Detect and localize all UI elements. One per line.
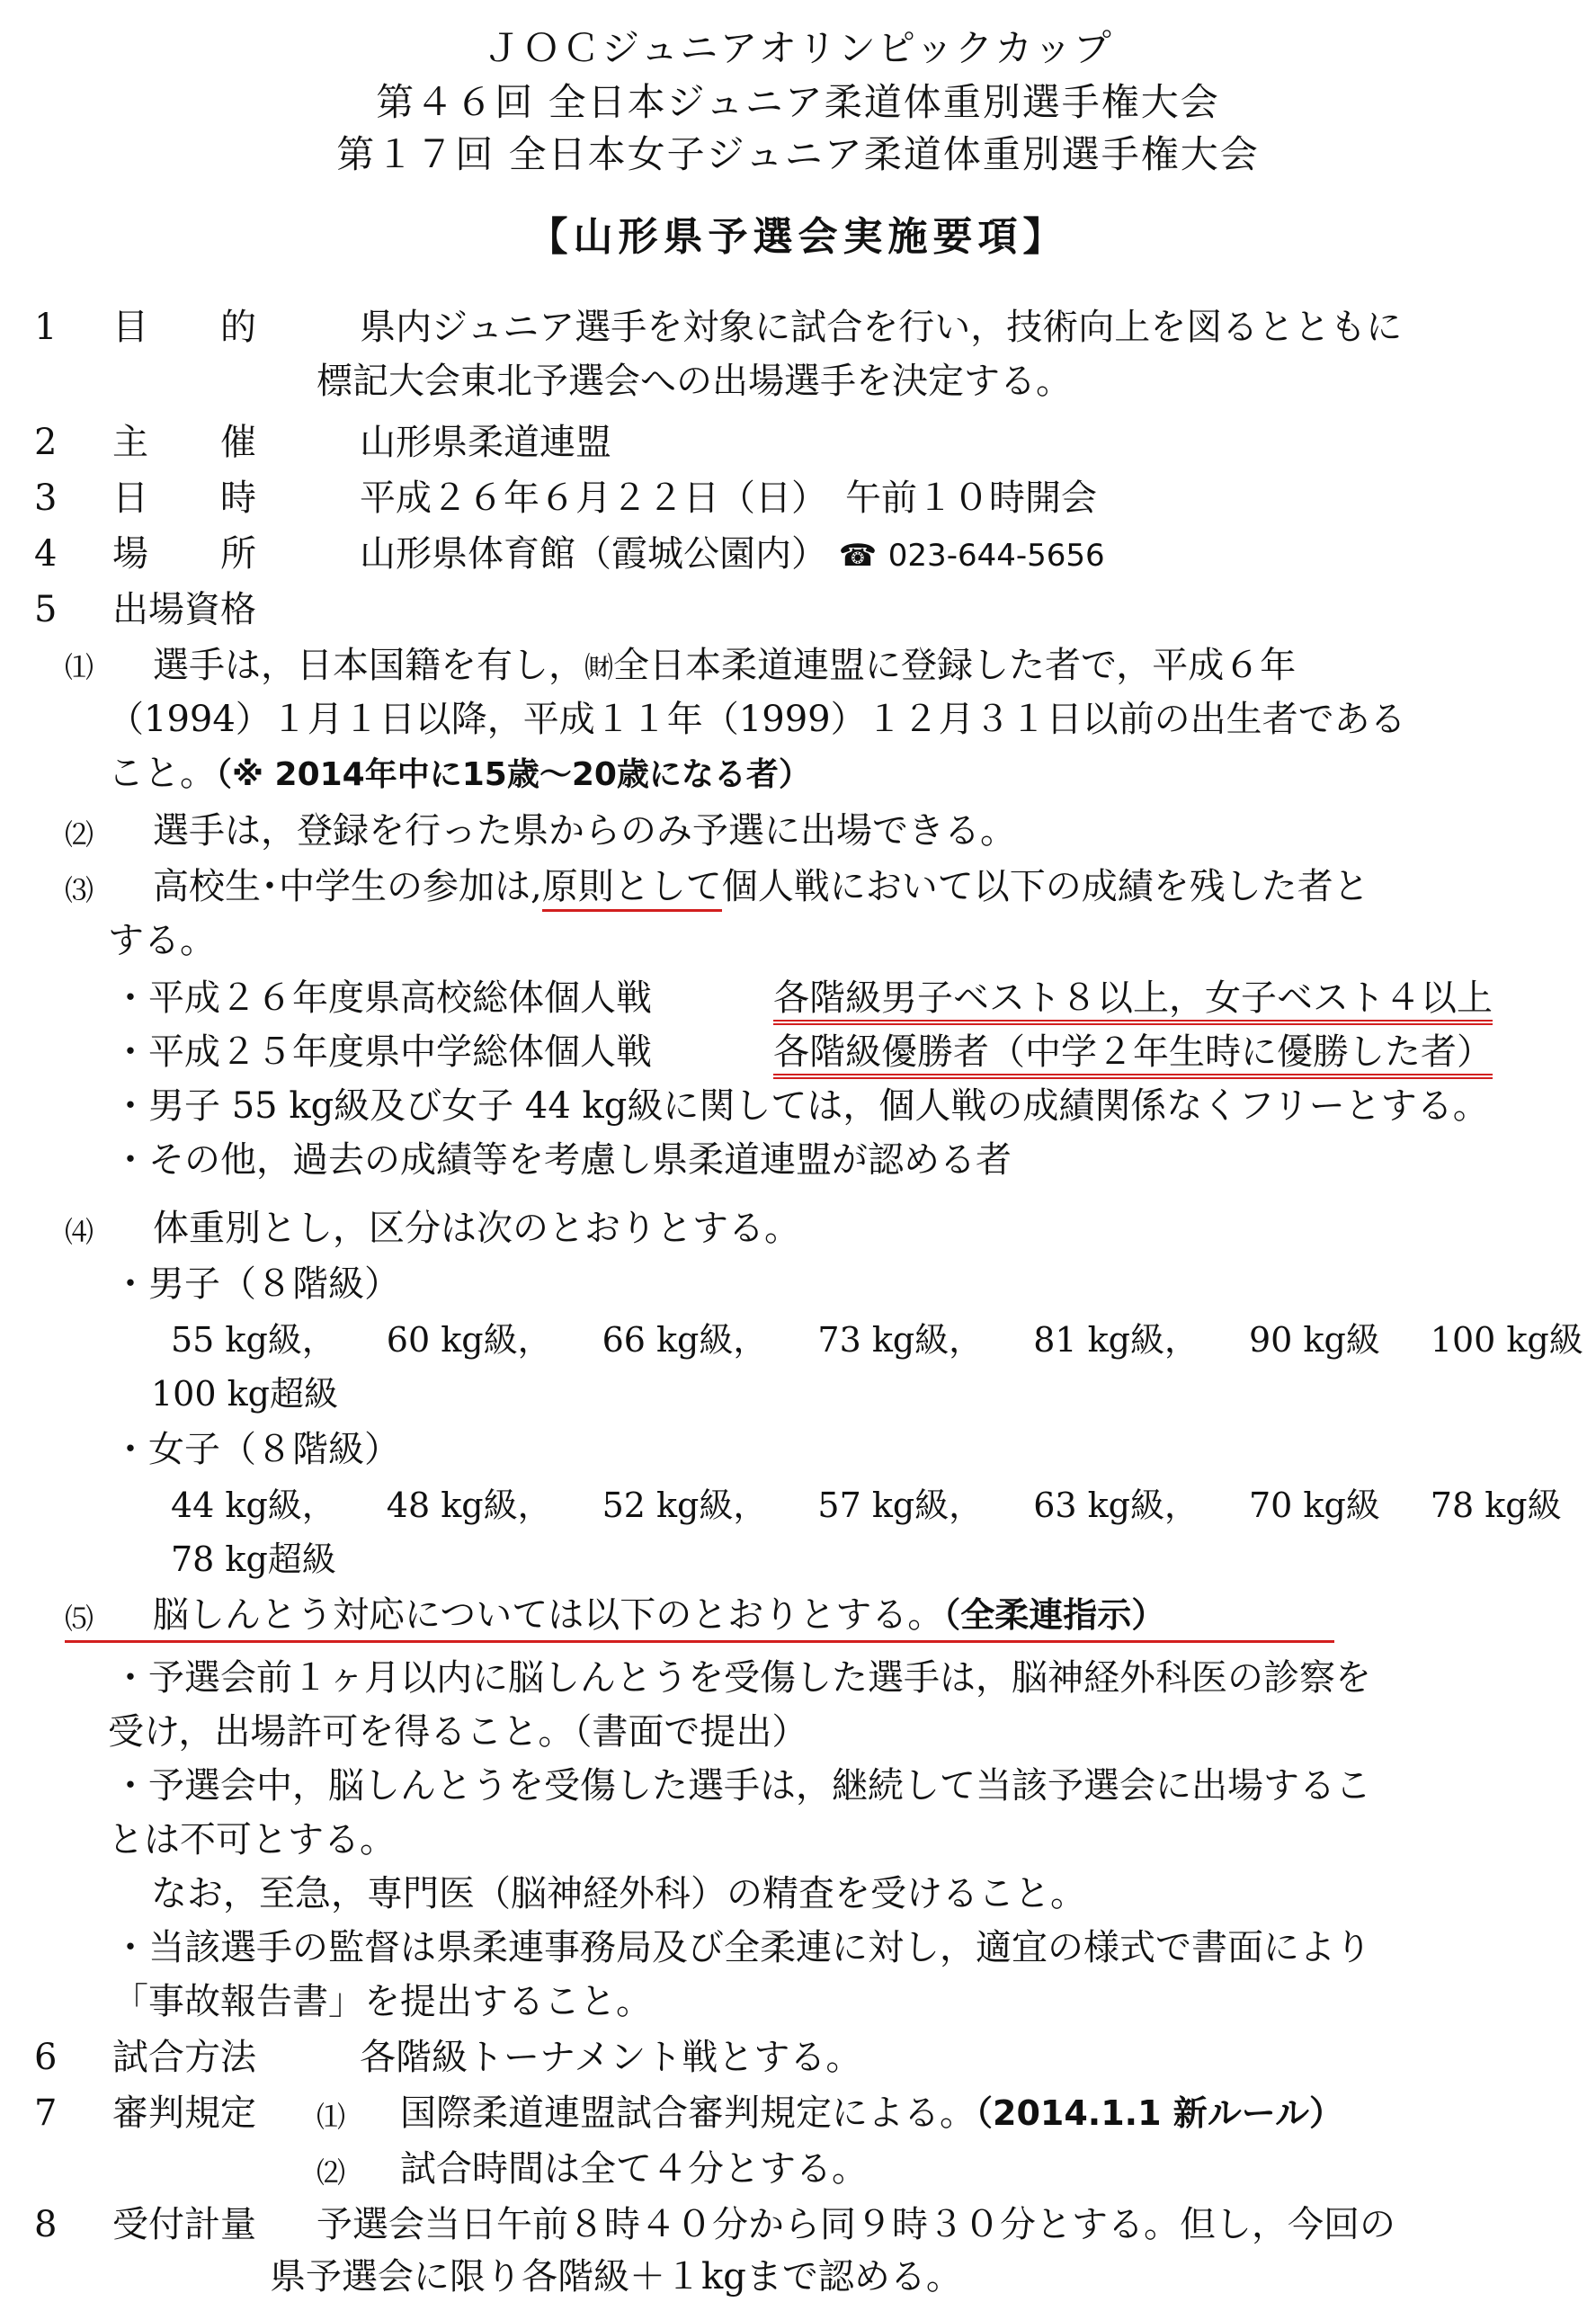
section-6-text: 各階級トーナメント戦とする。 <box>360 2037 862 2078</box>
section-1-text: 県内ジュニア選手を対象に試合を行い，技術向上を図るとともに <box>360 307 1403 348</box>
item-5-text: 脳しんとう対応については以下のとおりとする。（全柔連指示） <box>153 1594 1166 1636</box>
item-5-number: ⑸ <box>65 1602 94 1636</box>
phone-icon: ☎ <box>838 538 878 574</box>
venue-text: 山形県体育館（霞城公園内） <box>360 533 827 575</box>
women-heavy-class: 78 kg超級 <box>171 1539 336 1579</box>
men-heavy-class: 100 kg超級 <box>151 1374 338 1414</box>
weight-class: 90 kg級 <box>1248 1320 1380 1360</box>
document-subtitle: 【山形県予選会実施要項】 <box>528 214 1068 260</box>
weight-class: 55 kg級， <box>171 1320 336 1360</box>
item-1-text: 選手は，日本国籍を有し，㈶全日本柔道連盟に登録した者で，平成６年 <box>153 645 1297 686</box>
section-5-number: 5 <box>34 589 58 630</box>
phone-number: 023-644-5656 <box>887 538 1105 574</box>
weight-class: 70 kg級 <box>1248 1486 1380 1525</box>
section-8-text-cont: 県予選会に限り各階級＋１kgまで認める。 <box>270 2256 962 2298</box>
item-2-text: 選手は，登録を行った県からのみ予選に出場できる。 <box>153 810 1016 852</box>
section-1-number: 1 <box>34 307 58 348</box>
section-6-number: 6 <box>34 2037 58 2078</box>
section-3-number: 3 <box>34 477 58 519</box>
weight-class: 48 kg級， <box>386 1486 552 1525</box>
concussion-rule-3-cont: 「事故報告書」を提出すること。 <box>112 1981 652 2022</box>
weight-class: 60 kg級， <box>386 1320 552 1360</box>
weight-class: 57 kg級， <box>817 1486 984 1525</box>
item-2-number: ⑵ <box>65 817 94 852</box>
criteria-middle-school: ・平成２５年度県中学総体個人戦 <box>112 1031 652 1073</box>
jja-instruction: （全柔連指示） <box>943 1595 1166 1635</box>
section-3-text: 平成２６年６月２２日（日） 午前１０時開会 <box>360 477 1097 519</box>
age-note: （※ 2014年中に15歳～20歳になる者） <box>216 756 811 793</box>
section-7-label: 審判規定 <box>112 2092 256 2134</box>
section-3-label: 日 時 <box>112 477 256 519</box>
weight-class: 100 kg級 <box>1430 1320 1583 1360</box>
section-8-number: 8 <box>34 2204 58 2245</box>
concussion-rule-2-note: なお，至急，専門医（脳神経外科）の精査を受けること。 <box>151 1873 1086 1914</box>
item-1-number: ⑴ <box>65 650 94 684</box>
item-3-number: ⑶ <box>65 873 94 907</box>
concussion-rule-3: ・当該選手の監督は県柔連事務局及び全柔連に対し，適宜の様式で書面により <box>112 1927 1371 1968</box>
item-3-text-cont: する。 <box>108 920 216 961</box>
section-2-label: 主 催 <box>112 422 256 463</box>
section-4-number: 4 <box>34 533 58 575</box>
weight-class: 73 kg級， <box>817 1320 984 1360</box>
weight-class: 78 kg級 <box>1430 1486 1562 1525</box>
criteria-high-school-result: 各階級男子ベスト８以上，女子ベスト４以上 <box>773 977 1493 1020</box>
criteria-free-weight: ・男子 55 kg級及び女子 44 kg級に関しては，個人戦の成績関係なくフリーとする。 <box>112 1085 1489 1127</box>
concussion-rule-1: ・予選会前１ヶ月以内に脳しんとうを受傷した選手は，脳神経外科医の診察を <box>112 1657 1371 1699</box>
rule-1-number: ⑴ <box>317 2100 346 2134</box>
section-2-text: 山形県柔道連盟 <box>360 422 611 463</box>
men-classes-label: ・男子（８階級） <box>112 1263 400 1305</box>
section-8-label: 受付計量 <box>112 2204 256 2245</box>
weight-class: 66 kg級， <box>602 1320 768 1360</box>
underlined-principle: 原則として <box>542 866 722 912</box>
section-6-label: 試合方法 <box>112 2037 256 2078</box>
rule-2-number: ⑵ <box>317 2155 346 2190</box>
section-2-number: 2 <box>34 422 58 463</box>
item-3-text: 高校生･中学生の参加は,原則として個人戦において以下の成績を残した者と <box>153 865 1369 908</box>
section-1-label: 目 的 <box>112 307 256 348</box>
rule-1-text: 国際柔道連盟試合審判規定による。（2014.1.1 新ルール） <box>400 2092 1343 2134</box>
section-7-number: 7 <box>34 2092 58 2134</box>
header-line1: ＪＯＣジュニアオリンピックカップ <box>483 26 1113 70</box>
item-4-number: ⑷ <box>65 1215 94 1249</box>
weight-class: 52 kg級， <box>602 1486 768 1525</box>
item-1-text-cont: （1994）１月１日以降，平成１１年（1999）１２月３１日以前の出生者である <box>108 699 1406 740</box>
section-5-label: 出場資格 <box>112 589 256 630</box>
concussion-rule-1-cont: 受け，出場許可を得ること。（書面で提出） <box>108 1711 808 1753</box>
concussion-rule-2: ・予選会中，脳しんとうを受傷した選手は，継続して当該予選会に出場するこ <box>112 1765 1371 1807</box>
weight-class: 81 kg級， <box>1033 1320 1199 1360</box>
men-weight-classes <box>171 1318 1596 1361</box>
concussion-rule-2-cont: とは不可とする。 <box>108 1819 396 1860</box>
item-1-text-end: こと。（※ 2014年中に15歳～20歳になる者） <box>108 753 811 794</box>
section-8-text: 予選会当日午前８時４０分から同９時３０分とする。但し，今回の <box>317 2204 1395 2245</box>
header-line2: 第４６回 全日本ジュニア柔道体重別選手権大会 <box>376 80 1220 124</box>
koza-mark: ㈶ <box>584 650 614 684</box>
item-5-underline <box>65 1640 1334 1643</box>
criteria-other: ・その他，過去の成績等を考慮し県柔道連盟が認める者 <box>112 1139 1012 1181</box>
women-weight-classes <box>171 1484 1596 1527</box>
criteria-middle-school-result: 各階級優勝者（中学２年生時に優勝した者） <box>773 1031 1493 1074</box>
new-rule-note: （2014.1.1 新ルール） <box>976 2093 1343 2133</box>
weight-class: 44 kg級， <box>171 1486 336 1525</box>
weight-class: 63 kg級， <box>1033 1486 1199 1525</box>
header-line3: 第１７回 全日本女子ジュニア柔道体重別選手権大会 <box>336 132 1260 176</box>
section-1-text-cont: 標記大会東北予選会への出場選手を決定する。 <box>317 361 1072 402</box>
women-classes-label: ・女子（８階級） <box>112 1429 400 1470</box>
criteria-high-school: ・平成２６年度県高校総体個人戦 <box>112 977 652 1019</box>
item-4-text: 体重別とし，区分は次のとおりとする。 <box>153 1208 800 1249</box>
rule-2-text: 試合時間は全て４分とする。 <box>400 2148 868 2190</box>
section-4-text <box>360 532 1105 577</box>
section-4-label: 場 所 <box>112 533 256 575</box>
